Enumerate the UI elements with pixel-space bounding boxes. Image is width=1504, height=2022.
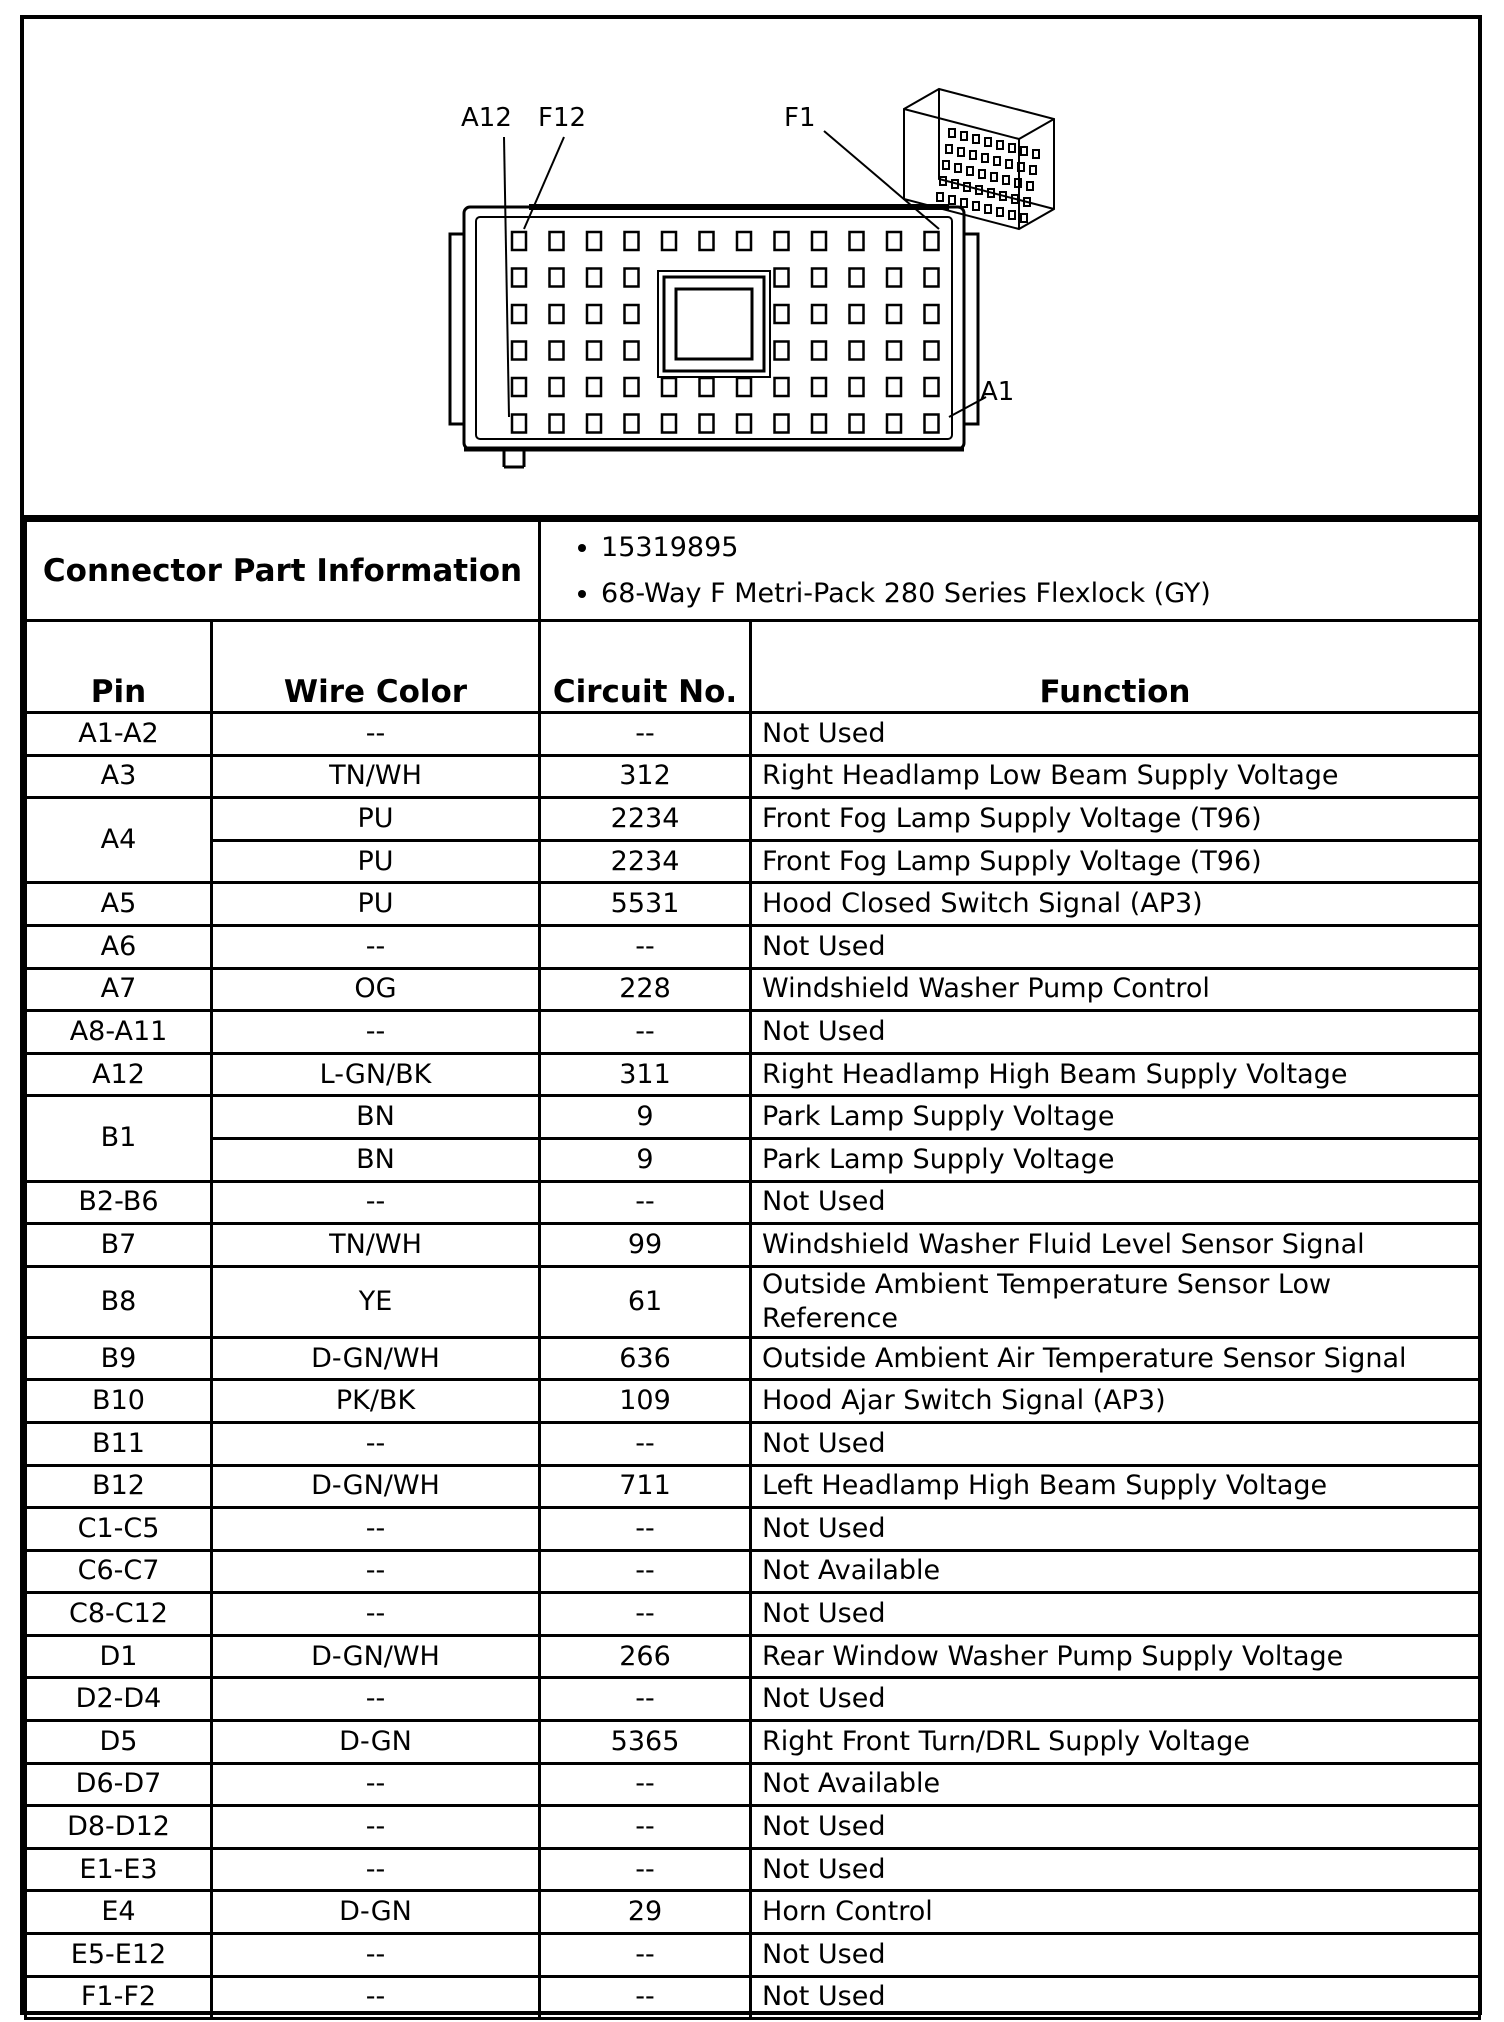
circuit-cell: --	[540, 1763, 751, 1806]
table-row	[26, 1337, 1480, 1380]
pin-cavity	[887, 269, 901, 287]
pin-cavity	[587, 415, 601, 433]
pinout-table	[24, 519, 1481, 2020]
pin-cavity	[662, 415, 676, 433]
circuit-cell: --	[540, 1806, 751, 1849]
function-cell: Not Used	[751, 1422, 1480, 1465]
table-row	[26, 1011, 1480, 1054]
wire-color-cell: --	[212, 1976, 540, 2019]
pin-cell: C8-C12	[26, 1593, 212, 1636]
table-header-row	[26, 621, 1480, 713]
pin-cell: E5-E12	[26, 1934, 212, 1977]
bottom-key	[504, 449, 524, 467]
function-cell: Not Available	[751, 1550, 1480, 1593]
wire-color-cell: --	[212, 1806, 540, 1849]
iso-pin	[1027, 182, 1033, 190]
a12-leader	[504, 137, 509, 417]
function-cell: Right Front Turn/DRL Supply Voltage	[751, 1721, 1480, 1764]
pin-cell: D8-D12	[26, 1806, 212, 1849]
pin-cavity	[512, 378, 526, 396]
function-cell: Not Used	[751, 1593, 1480, 1636]
wire-color-cell: --	[212, 1508, 540, 1551]
wire-color-cell: PK/BK	[212, 1380, 540, 1423]
center-block-outer	[664, 277, 764, 371]
function-cell: Not Used	[751, 1848, 1480, 1891]
pin-cavity	[775, 269, 789, 287]
pin-cavity	[625, 415, 639, 433]
pin-cavity	[775, 232, 789, 250]
pin-cavity	[587, 232, 601, 250]
iso-pin	[958, 148, 964, 156]
pin-cavity	[625, 378, 639, 396]
function-cell: Not Used	[751, 1934, 1480, 1977]
circuit-cell: --	[540, 1011, 751, 1054]
wire-color-cell: YE	[212, 1266, 540, 1337]
iso-pin	[991, 173, 997, 181]
table-row	[26, 1934, 1480, 1977]
iso-pin	[994, 157, 1000, 165]
pin-cavity	[850, 269, 864, 287]
pin-cavity	[850, 342, 864, 360]
pin-cavity	[512, 269, 526, 287]
iso-pin	[973, 202, 979, 210]
pin-cavity	[512, 415, 526, 433]
circuit-cell: 636	[540, 1337, 751, 1380]
connector-description: • 68-Way F Metri-Pack 280 Series Flexlock (GY)	[601, 571, 1468, 617]
table-row	[26, 840, 1480, 883]
table-row	[26, 1053, 1480, 1096]
table-row	[26, 1763, 1480, 1806]
table-row	[26, 1550, 1480, 1593]
wire-color-cell: TN/WH	[212, 755, 540, 798]
connector-info-heading: Connector Part Information	[26, 521, 540, 621]
pin-cell: F1-F2	[26, 1976, 212, 2019]
wire-color-cell: --	[212, 1422, 540, 1465]
pin-cell: E4	[26, 1891, 212, 1934]
pin-cavity	[925, 415, 939, 433]
pin-cavity	[887, 305, 901, 323]
table-row	[26, 1096, 1480, 1139]
pin-cell: D2-D4	[26, 1678, 212, 1721]
circuit-cell: 711	[540, 1465, 751, 1508]
function-cell: Not Used	[751, 1976, 1480, 2019]
pin-cell: B8	[26, 1266, 212, 1337]
pin-cell: B11	[26, 1422, 212, 1465]
iso-pin	[1009, 144, 1015, 152]
iso-pin	[1021, 147, 1027, 155]
function-cell: Park Lamp Supply Voltage	[751, 1138, 1480, 1181]
iso-pin	[961, 132, 967, 140]
table-row	[26, 1721, 1480, 1764]
pin-cell: A3	[26, 755, 212, 798]
function-cell: Outside Ambient Temperature Sensor Low Reference	[751, 1266, 1480, 1337]
iso-pin	[961, 199, 967, 207]
circuit-cell: 2234	[540, 798, 751, 841]
pin-cavity	[700, 378, 714, 396]
pin-cavity	[812, 269, 826, 287]
circuit-cell: --	[540, 1934, 751, 1977]
function-cell: Windshield Washer Pump Control	[751, 968, 1480, 1011]
table-row	[26, 883, 1480, 926]
circuit-cell: --	[540, 1422, 751, 1465]
pin-cavity	[550, 305, 564, 323]
table-row	[26, 1138, 1480, 1181]
pin-cell: A5	[26, 883, 212, 926]
pin-cavity	[700, 232, 714, 250]
iso-pin	[979, 170, 985, 178]
wire-color-cell: --	[212, 713, 540, 756]
pin-cell: D1	[26, 1635, 212, 1678]
wire-color-cell: D-GN	[212, 1891, 540, 1934]
function-cell: Not Used	[751, 1181, 1480, 1224]
function-cell: Not Used	[751, 1678, 1480, 1721]
wire-color-cell: --	[212, 1848, 540, 1891]
pin-cell: C1-C5	[26, 1508, 212, 1551]
function-cell: Hood Ajar Switch Signal (AP3)	[751, 1380, 1480, 1423]
circuit-cell: 5365	[540, 1721, 751, 1764]
pin-cavity	[662, 232, 676, 250]
table-row	[26, 1422, 1480, 1465]
circuit-cell: --	[540, 1550, 751, 1593]
function-cell: Front Fog Lamp Supply Voltage (T96)	[751, 840, 1480, 883]
wire-color-cell: D-GN/WH	[212, 1465, 540, 1508]
wire-color-cell: L-GN/BK	[212, 1053, 540, 1096]
callout-a1: A1	[980, 377, 1015, 407]
function-cell: Right Headlamp Low Beam Supply Voltage	[751, 755, 1480, 798]
pin-cavity	[775, 415, 789, 433]
function-cell: Right Headlamp High Beam Supply Voltage	[751, 1053, 1480, 1096]
wire-color-cell: --	[212, 1011, 540, 1054]
pin-cavity	[512, 342, 526, 360]
pin-cavity	[625, 232, 639, 250]
table-row	[26, 1465, 1480, 1508]
pin-cell: C6-C7	[26, 1550, 212, 1593]
pin-cavity	[775, 378, 789, 396]
callout-f1: F1	[784, 103, 816, 133]
pin-cavity	[925, 378, 939, 396]
pin-cavity	[925, 232, 939, 250]
wire-color-cell: --	[212, 1593, 540, 1636]
table-row	[26, 1635, 1480, 1678]
pin-cavity	[625, 342, 639, 360]
table-row	[26, 1678, 1480, 1721]
wire-color-cell: --	[212, 1181, 540, 1224]
circuit-cell: 5531	[540, 883, 751, 926]
pin-cell: A4	[26, 798, 212, 883]
pin-cavity	[925, 342, 939, 360]
function-cell: Windshield Washer Fluid Level Sensor Signal	[751, 1224, 1480, 1267]
wire-color-cell: --	[212, 1763, 540, 1806]
center-block-inner	[676, 289, 752, 359]
wire-color-cell: --	[212, 1550, 540, 1593]
iso-pin	[937, 193, 943, 201]
pin-cell: E1-E3	[26, 1848, 212, 1891]
wire-color-cell: OG	[212, 968, 540, 1011]
pin-cavity	[925, 305, 939, 323]
iso-pin	[982, 154, 988, 162]
iso-pin	[1018, 163, 1024, 171]
pin-cavity	[887, 378, 901, 396]
pin-cavity	[587, 305, 601, 323]
pin-cavity	[550, 415, 564, 433]
function-cell: Rear Window Washer Pump Supply Voltage	[751, 1635, 1480, 1678]
pin-cavity	[550, 232, 564, 250]
pin-cavity	[587, 378, 601, 396]
wire-color-cell: --	[212, 925, 540, 968]
circuit-cell: --	[540, 1181, 751, 1224]
pin-cell: B2-B6	[26, 1181, 212, 1224]
iso-pin	[985, 138, 991, 146]
circuit-cell: 99	[540, 1224, 751, 1267]
pin-cavity	[587, 342, 601, 360]
function-cell: Not Used	[751, 713, 1480, 756]
pin-cell: A7	[26, 968, 212, 1011]
iso-pin	[1009, 211, 1015, 219]
pin-cavity	[812, 415, 826, 433]
wire-color-cell: D-GN	[212, 1721, 540, 1764]
function-cell: Left Headlamp High Beam Supply Voltage	[751, 1465, 1480, 1508]
function-cell: Park Lamp Supply Voltage	[751, 1096, 1480, 1139]
circuit-cell: 29	[540, 1891, 751, 1934]
table-row	[26, 713, 1480, 756]
callout-leaders	[504, 131, 986, 417]
table-row	[26, 1266, 1480, 1337]
pin-cavity	[700, 415, 714, 433]
circuit-cell: 9	[540, 1096, 751, 1139]
connector-drawing	[24, 19, 1478, 515]
iso-pin	[985, 205, 991, 213]
function-cell: Outside Ambient Air Temperature Sensor Signal	[751, 1337, 1480, 1380]
function-cell: Horn Control	[751, 1891, 1480, 1934]
wire-color-cell: D-GN/WH	[212, 1337, 540, 1380]
pin-cavity	[887, 342, 901, 360]
function-cell: Not Used	[751, 925, 1480, 968]
wire-color-cell: PU	[212, 840, 540, 883]
table-row	[26, 1380, 1480, 1423]
pin-cavity	[812, 342, 826, 360]
wire-color-cell: TN/WH	[212, 1224, 540, 1267]
pin-cavities	[512, 232, 939, 433]
header-function: Function	[751, 621, 1480, 713]
pin-cavity	[550, 269, 564, 287]
iso-pin	[1021, 214, 1027, 222]
iso-pin	[997, 208, 1003, 216]
pin-cavity	[550, 342, 564, 360]
connector-info-list	[540, 521, 1480, 621]
wire-color-cell: BN	[212, 1138, 540, 1181]
table-row	[26, 968, 1480, 1011]
circuit-cell: --	[540, 713, 751, 756]
callout-f12: F12	[538, 103, 587, 133]
pin-cavity	[812, 378, 826, 396]
pin-cavity	[737, 378, 751, 396]
pin-cell: B9	[26, 1337, 212, 1380]
circuit-cell: --	[540, 925, 751, 968]
pin-cavity	[512, 305, 526, 323]
header-wire-color: Wire Color	[212, 621, 540, 713]
wire-color-cell: D-GN/WH	[212, 1635, 540, 1678]
pin-cell: B7	[26, 1224, 212, 1267]
table-row	[26, 1848, 1480, 1891]
left-flange	[450, 234, 464, 424]
iso-pin	[1006, 160, 1012, 168]
connector-part-number: • 15319895	[601, 525, 1468, 571]
table-row	[26, 755, 1480, 798]
connector-diagram	[24, 19, 1478, 519]
pin-cavity	[850, 232, 864, 250]
function-cell: Front Fog Lamp Supply Voltage (T96)	[751, 798, 1480, 841]
pin-cavity	[625, 305, 639, 323]
table-row	[26, 798, 1480, 841]
pin-cavity	[887, 415, 901, 433]
header-circuit: Circuit No.	[540, 621, 751, 713]
circuit-cell: --	[540, 1848, 751, 1891]
pin-cell: B1	[26, 1096, 212, 1181]
table-row	[26, 1593, 1480, 1636]
wire-color-cell: BN	[212, 1096, 540, 1139]
pin-cavity	[625, 269, 639, 287]
table-row	[26, 1976, 1480, 2019]
table-row	[26, 1508, 1480, 1551]
function-cell: Not Used	[751, 1806, 1480, 1849]
pin-cavity	[925, 269, 939, 287]
pin-cell: A6	[26, 925, 212, 968]
pin-cavity	[850, 305, 864, 323]
f1-leader	[824, 131, 939, 229]
iso-pin	[946, 145, 952, 153]
circuit-cell: --	[540, 1678, 751, 1721]
circuit-cell: 2234	[540, 840, 751, 883]
f12-leader	[524, 137, 564, 229]
table-row	[26, 1806, 1480, 1849]
pin-cavity	[512, 232, 526, 250]
function-cell: Hood Closed Switch Signal (AP3)	[751, 883, 1480, 926]
circuit-cell: --	[540, 1593, 751, 1636]
pin-cavity	[775, 342, 789, 360]
pin-cavity	[737, 415, 751, 433]
pin-cavity	[775, 305, 789, 323]
iso-pin	[997, 141, 1003, 149]
wire-color-cell: PU	[212, 798, 540, 841]
pin-cell: A12	[26, 1053, 212, 1096]
iso-pin	[949, 129, 955, 137]
pin-cell: D5	[26, 1721, 212, 1764]
pin-cell: B12	[26, 1465, 212, 1508]
table-row	[26, 925, 1480, 968]
circuit-cell: --	[540, 1508, 751, 1551]
iso-pin	[967, 167, 973, 175]
pin-cell: B10	[26, 1380, 212, 1423]
circuit-cell: 9	[540, 1138, 751, 1181]
circuit-cell: --	[540, 1976, 751, 2019]
right-flange	[964, 234, 978, 424]
pin-cavity	[587, 269, 601, 287]
iso-pin	[1033, 150, 1039, 158]
circuit-cell: 61	[540, 1266, 751, 1337]
iso-pin	[1030, 166, 1036, 174]
table-row	[26, 1891, 1480, 1934]
pin-cavity	[812, 232, 826, 250]
pin-cavity	[850, 415, 864, 433]
iso-pin	[949, 196, 955, 204]
wire-color-cell: --	[212, 1934, 540, 1977]
table-row	[26, 1181, 1480, 1224]
circuit-cell: 266	[540, 1635, 751, 1678]
function-cell: Not Available	[751, 1763, 1480, 1806]
circuit-cell: 311	[540, 1053, 751, 1096]
iso-pin	[943, 161, 949, 169]
iso-pin	[970, 151, 976, 159]
header-pin: Pin	[26, 621, 212, 713]
iso-pin	[955, 164, 961, 172]
circuit-cell: 228	[540, 968, 751, 1011]
pin-cavity	[662, 378, 676, 396]
function-cell: Not Used	[751, 1011, 1480, 1054]
pin-cavity	[737, 232, 751, 250]
pin-cell: D6-D7	[26, 1763, 212, 1806]
pin-cell: A8-A11	[26, 1011, 212, 1054]
wire-color-cell: --	[212, 1678, 540, 1721]
iso-pin	[973, 135, 979, 143]
pin-cell: A1-A2	[26, 713, 212, 756]
pin-cavity	[812, 305, 826, 323]
circuit-cell: 312	[540, 755, 751, 798]
function-cell: Not Used	[751, 1508, 1480, 1551]
iso-pin	[1003, 176, 1009, 184]
connector-sheet	[20, 15, 1482, 2015]
callout-a12: A12	[461, 103, 512, 133]
pin-cavity	[550, 378, 564, 396]
pin-cavity	[850, 378, 864, 396]
connector-info-row	[26, 521, 1480, 621]
wire-color-cell: PU	[212, 883, 540, 926]
table-row	[26, 1224, 1480, 1267]
pin-cavity	[887, 232, 901, 250]
circuit-cell: 109	[540, 1380, 751, 1423]
